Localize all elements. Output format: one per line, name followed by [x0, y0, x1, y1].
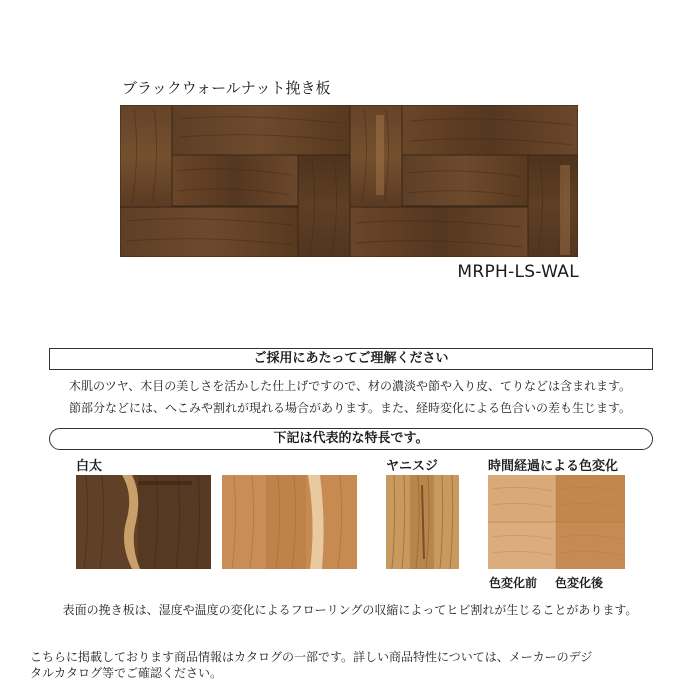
feature-label-sapwood: 白太 — [76, 459, 103, 474]
surface-crack-note: 表面の挽き板は、湿度や温度の変化によるフローリングの収縮によってヒビ割れが生じることがあります。 — [62, 603, 638, 617]
caption-before-color-change: 色変化前 — [489, 576, 538, 590]
resin-streak-swatch-image — [386, 475, 459, 569]
feature-label-color-change: 時間経過による色変化 — [488, 459, 619, 474]
notice-line-2: 節部分などには、へこみや割れが現れる場合があります。また、経時変化による色合いの差も生じます。 — [68, 401, 632, 415]
features-title: 下記は代表的な特長です。 — [49, 428, 653, 450]
notice-title: ご採用にあたってご理解ください — [49, 348, 653, 370]
sapwood-swatch-light-image — [222, 475, 357, 569]
caption-after-color-change: 色変化後 — [555, 576, 604, 590]
sapwood-swatch-image — [76, 475, 211, 569]
product-name: ブラックウォールナット挽き板 — [122, 79, 331, 97]
notice-line-1: 木肌のツヤ、木目の美しさを活かした仕上げですので、材の濃淡や節や入り皮、てりなどは含まれます。 — [68, 379, 632, 393]
floor-sample-image — [120, 105, 578, 257]
footer-line-1: こちらに掲載しております商品情報はカタログの一部です。詳しい商品特性については、メーカーのデジ — [30, 650, 593, 664]
footer-line-2: タルカタログ等でご確認ください。 — [30, 666, 223, 680]
product-code: MRPH-LS-WAL — [457, 262, 579, 282]
color-change-swatch-image — [488, 475, 625, 569]
feature-label-resin-streak: ヤニスジ — [386, 459, 439, 474]
